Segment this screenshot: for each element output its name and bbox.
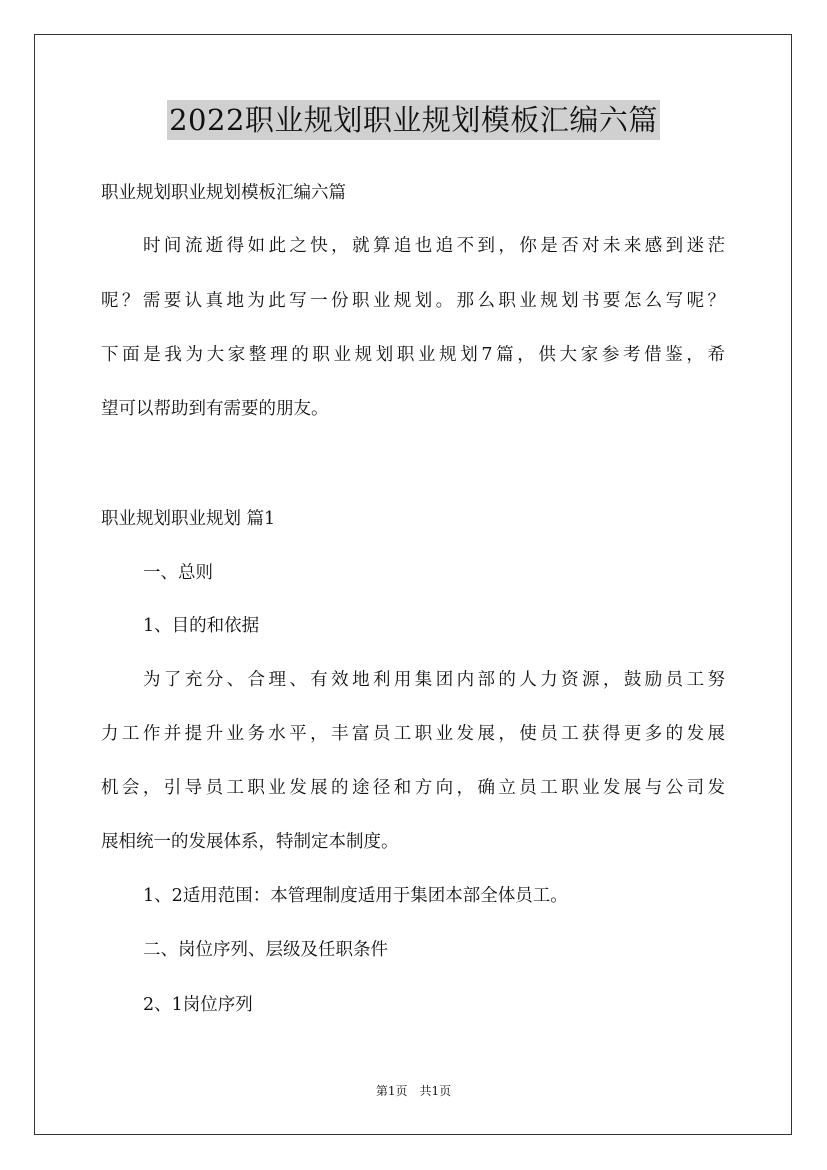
purpose-heading: 1、目的和依据 <box>143 616 260 636</box>
positions-heading: 二、岗位序列、层级及任职条件 <box>143 940 388 960</box>
scope-paragraph: 1、2适用范围：本管理制度适用于集团本部全体员工。 <box>143 886 568 906</box>
document-title: 2022职业规划职业规划模板汇编六篇 <box>167 100 660 140</box>
purpose-line-1: 为了充分、合理、有效地利用集团内部的人力资源，鼓励员工努 <box>143 670 725 690</box>
intro-line-1: 时间流逝得如此之快，就算追也追不到，你是否对未来感到迷茫 <box>143 236 725 256</box>
intro-line-3: 下面是我为大家整理的职业规划职业规划7篇，供大家参考借鉴，希 <box>101 345 725 365</box>
purpose-line-3: 机会，引导员工职业发展的途径和方向，确立员工职业发展与公司发 <box>101 778 725 798</box>
purpose-line-2: 力工作并提升业务水平，丰富员工职业发展，使员工获得更多的发展 <box>101 724 725 744</box>
title-container <box>0 100 827 140</box>
sequence-heading: 2、1岗位序列 <box>143 995 253 1015</box>
purpose-line-4: 展相统一的发展体系，特制定本制度。 <box>101 832 399 852</box>
page-footer: 第1页 共1页 <box>375 1084 452 1098</box>
general-heading: 一、总则 <box>143 563 213 583</box>
intro-line-2: 呢？需要认真地为此写一份职业规划。那么职业规划书要怎么写呢？ <box>101 291 725 311</box>
document-subtitle: 职业规划职业规划模板汇编六篇 <box>101 183 346 203</box>
section-heading: 职业规划职业规划 篇1 <box>101 509 276 529</box>
intro-line-4: 望可以帮助到有需要的朋友。 <box>101 399 329 419</box>
